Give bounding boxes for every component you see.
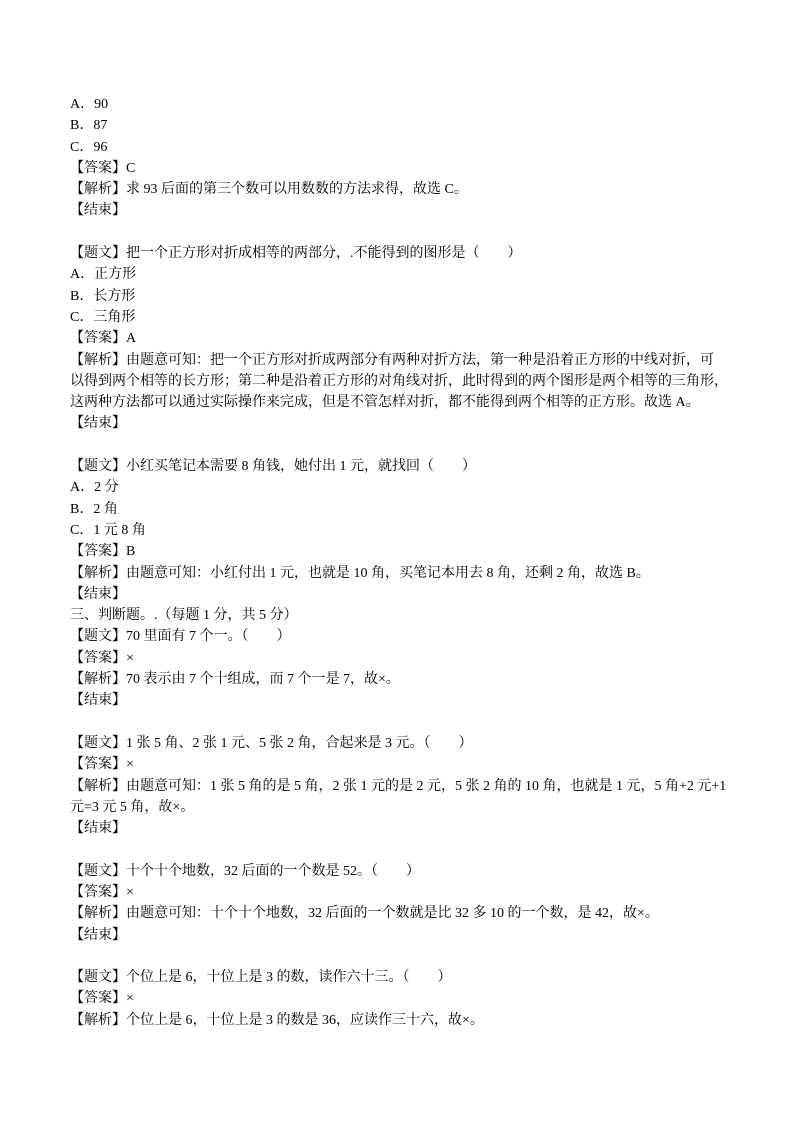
blank-line: [70, 435, 750, 456]
answer-line: 【答案】B: [70, 544, 136, 560]
question-text: 【题文】个位上是 6，十位上是 3 的数，读作六十三。（ ）: [70, 970, 452, 986]
blank-line: [70, 712, 750, 733]
question-block-count-by-tens: [70, 861, 750, 946]
option-a: A．2 分: [70, 480, 119, 496]
question-text: 【题文】1 张 5 角、2 张 1 元、5 张 2 角，合起来是 3 元。（ ）: [70, 735, 473, 751]
option-b: B．长方形: [70, 288, 136, 304]
option-c: C．1 元 8 角: [70, 522, 146, 538]
analysis-line: 【解析】个位上是 6，十位上是 3 的数是 36，应读作三十六，故×。: [70, 1012, 484, 1028]
section-heading: 三、判断题。.（每题 1 分，共 5 分）: [70, 608, 298, 624]
blank-line: [70, 839, 750, 860]
option-b: B．87: [70, 118, 108, 134]
answer-line: 【答案】×: [70, 884, 134, 900]
analysis-line: 【解析】求 93 后面的第三个数可以用数数的方法求得，故选 C。: [70, 182, 468, 198]
end-marker: 【结束】: [70, 693, 126, 709]
option-c: C．三角形: [70, 309, 136, 325]
answer-line: 【答案】×: [70, 650, 134, 666]
answer-line: 【答案】×: [70, 991, 134, 1007]
question-block-notebook-change: [70, 456, 750, 605]
option-a: A．90: [70, 97, 109, 112]
blank-line: [70, 946, 750, 967]
analysis-line: 【解析】70 表示由 7 个十组成，而 7 个一是 7，故×。: [70, 672, 400, 688]
end-marker: 【结束】: [70, 203, 126, 219]
question-text: 【题文】把一个正方形对折成相等的两部分，.不能得到的图形是（ ）: [70, 246, 522, 262]
question-block-money-sum: [70, 733, 750, 839]
end-marker: 【结束】: [70, 416, 126, 432]
answer-line: 【答案】C: [70, 160, 136, 176]
question-block-digit-reading: [70, 967, 750, 1031]
option-c: C．96: [70, 139, 108, 155]
end-marker: 【结束】: [70, 586, 126, 602]
analysis-line: 【解析】由题意可知：十个十个地数，32 后面的一个数就是比 32 多 10 的一个数，是 42，故×。: [70, 906, 659, 922]
answer-line: 【答案】×: [70, 757, 134, 773]
end-marker: 【结束】: [70, 821, 126, 837]
question-block-counting: [70, 94, 750, 222]
judgment-section-heading: [70, 605, 750, 626]
analysis-line: 【解析】由题意可知：把一个正方形对折成两部分有两种对折方法，第一种是沿着正方形的中线对折，可: [70, 352, 714, 368]
question-block-square-fold: [70, 243, 750, 435]
analysis-line-continued: 这两种方法都可以通过实际操作来完成，但是不管怎样对折，都不能得到两个相等的正方形。故选 A。: [70, 395, 700, 411]
question-block-70-ones: [70, 626, 750, 711]
blank-line: [70, 222, 750, 243]
option-a: A．正方形: [70, 267, 137, 283]
analysis-line: 【解析】由题意可知：1 张 5 角的是 5 角，2 张 1 元的是 2 元，5 张 2 角的 10 角，也就是 1 元，5 角+2 元+1: [70, 778, 727, 794]
analysis-line-continued: 元=3 元 5 角，故×。: [70, 799, 195, 815]
question-text: 【题文】70 里面有 7 个一。（ ）: [70, 629, 291, 645]
analysis-line: 【解析】由题意可知：小红付出 1 元，也就是 10 角，买笔记本用去 8 角，还剩 2 角，故选 B。: [70, 565, 650, 581]
question-text: 【题文】小红买笔记本需要 8 角钱，她付出 1 元，就找回（ ）: [70, 459, 476, 475]
document-content: [70, 94, 750, 1031]
option-b: B．2 角: [70, 501, 118, 517]
answer-line: 【答案】A: [70, 331, 137, 347]
question-text: 【题文】十个十个地数，32 后面的一个数是 52。（ ）: [70, 863, 420, 879]
analysis-line-continued: 以得到两个相等的长方形；第二种是沿着正方形的对角线对折，此时得到的两个图形是两个相等的三角形，: [70, 373, 728, 389]
end-marker: 【结束】: [70, 927, 126, 943]
